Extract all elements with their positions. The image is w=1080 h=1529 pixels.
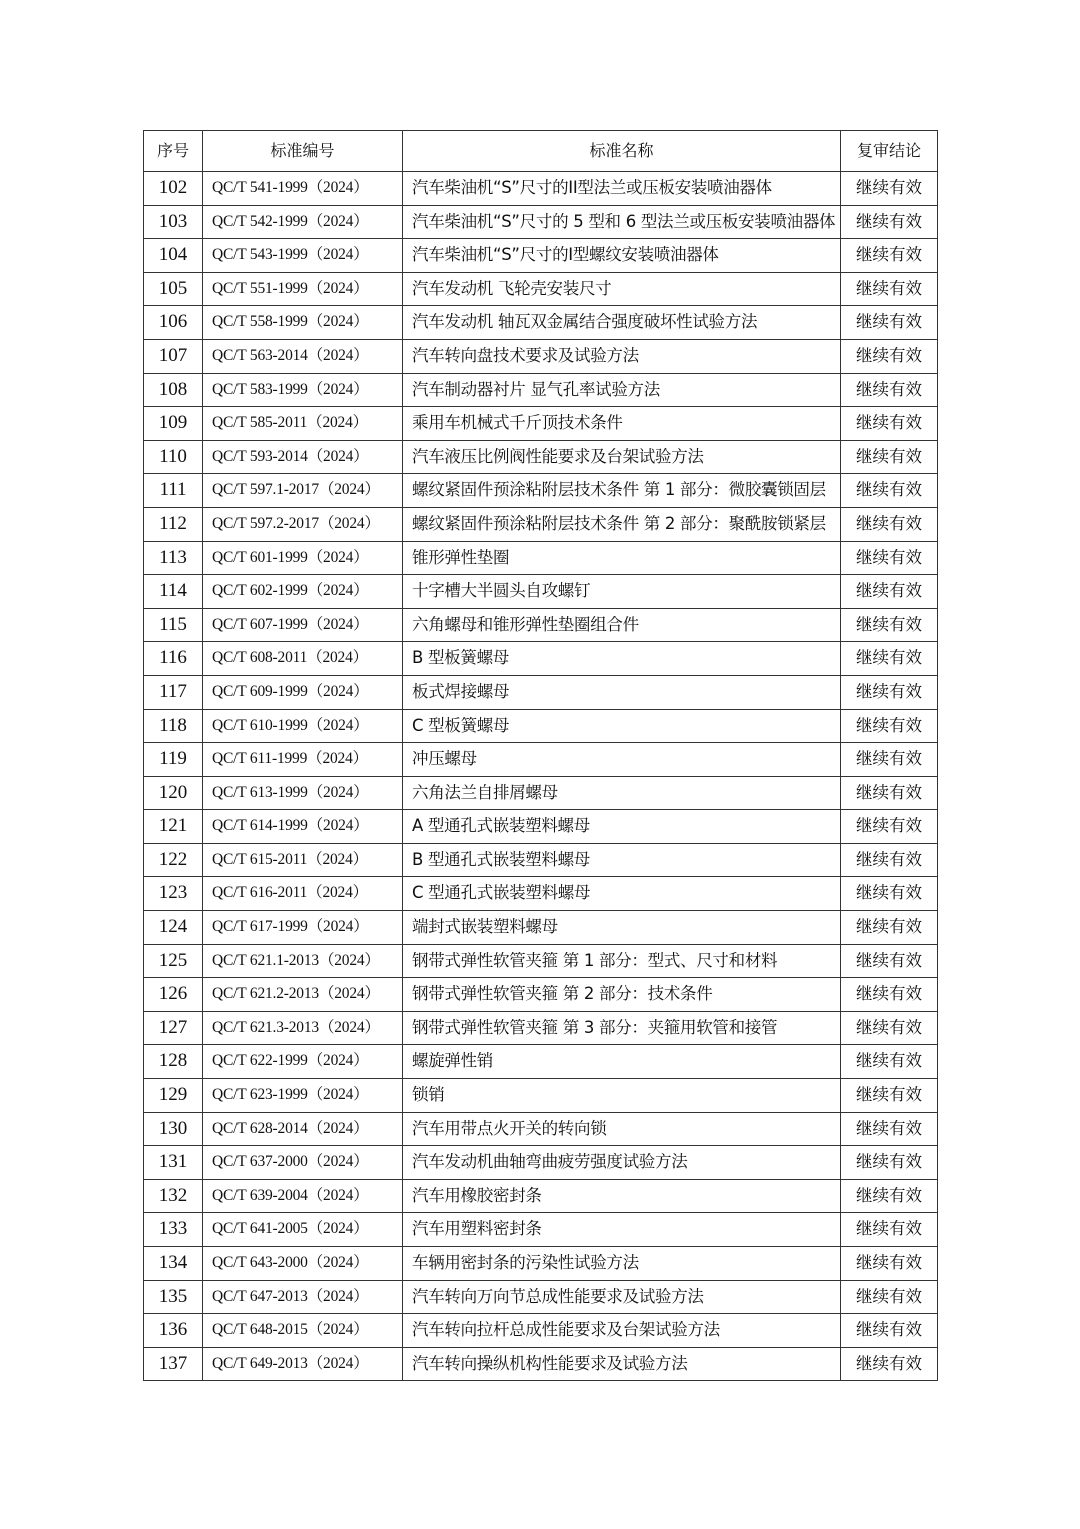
table-row [144,810,938,844]
header-serial-number: 序号 [144,131,203,172]
table-row [144,172,938,206]
standard-code-cell: QC/T 649-2013（2024） [203,1347,403,1381]
table-row [144,1179,938,1213]
serial-number-cell: 110 [144,440,203,474]
review-result-cell: 继续有效 [841,507,938,541]
serial-number-cell: 134 [144,1247,203,1281]
standard-name-cell: A 型通孔式嵌装塑料螺母 [403,810,841,844]
serial-number-cell: 130 [144,1112,203,1146]
table-row [144,1314,938,1348]
table-row [144,205,938,239]
table-row [144,608,938,642]
standard-name-cell: 钢带式弹性软管夹箍 第 2 部分：技术条件 [403,978,841,1012]
table-row [144,1112,938,1146]
serial-number-cell: 129 [144,1079,203,1113]
table-row [144,239,938,273]
standard-name-cell: B 型通孔式嵌装塑料螺母 [403,843,841,877]
table-row [144,978,938,1012]
review-result-cell: 继续有效 [841,1314,938,1348]
standard-code-cell: QC/T 647-2013（2024） [203,1280,403,1314]
table-row [144,743,938,777]
standard-code-cell: QC/T 614-1999（2024） [203,810,403,844]
review-result-cell: 继续有效 [841,541,938,575]
review-result-cell: 继续有效 [841,810,938,844]
serial-number-cell: 118 [144,709,203,743]
serial-number-cell: 121 [144,810,203,844]
review-result-cell: 继续有效 [841,1247,938,1281]
standard-name-cell: 锥形弹性垫圈 [403,541,841,575]
standard-code-cell: QC/T 583-1999（2024） [203,373,403,407]
review-result-cell: 继续有效 [841,272,938,306]
table-body [144,172,938,1381]
table-row [144,507,938,541]
standard-name-cell: 六角螺母和锥形弹性垫圈组合件 [403,608,841,642]
table-row [144,575,938,609]
serial-number-cell: 128 [144,1045,203,1079]
serial-number-cell: 106 [144,306,203,340]
standard-name-cell: 冲压螺母 [403,743,841,777]
table-row [144,1280,938,1314]
standard-code-cell: QC/T 621.2-2013（2024） [203,978,403,1012]
standard-code-cell: QC/T 609-1999（2024） [203,675,403,709]
review-result-cell: 继续有效 [841,306,938,340]
serial-number-cell: 131 [144,1146,203,1180]
standard-code-cell: QC/T 551-1999（2024） [203,272,403,306]
standard-name-cell: 汽车用塑料密封条 [403,1213,841,1247]
serial-number-cell: 133 [144,1213,203,1247]
serial-number-cell: 120 [144,776,203,810]
review-result-cell: 继续有效 [841,1213,938,1247]
table-row [144,373,938,407]
standard-name-cell: B 型板簧螺母 [403,642,841,676]
standard-name-cell: 螺纹紧固件预涂粘附层技术条件 第 2 部分：聚酰胺锁紧层 [403,507,841,541]
standard-name-cell: C 型板簧螺母 [403,709,841,743]
standard-name-cell: 汽车用带点火开关的转向锁 [403,1112,841,1146]
standard-name-cell: 汽车转向拉杆总成性能要求及台架试验方法 [403,1314,841,1348]
standard-name-cell: 汽车柴油机“S”尺寸的II型法兰或压板安装喷油器体 [403,172,841,206]
header-row [144,131,938,172]
standard-code-cell: QC/T 558-1999（2024） [203,306,403,340]
review-result-cell: 继续有效 [841,675,938,709]
review-result-cell: 继续有效 [841,1179,938,1213]
table-row [144,675,938,709]
header-standard-code: 标准编号 [203,131,403,172]
table-row [144,272,938,306]
standard-code-cell: QC/T 610-1999（2024） [203,709,403,743]
review-result-cell: 继续有效 [841,172,938,206]
serial-number-cell: 107 [144,339,203,373]
standard-name-cell: 汽车转向盘技术要求及试验方法 [403,339,841,373]
standard-name-cell: 汽车制动器衬片 显气孔率试验方法 [403,373,841,407]
serial-number-cell: 109 [144,407,203,441]
table-row [144,944,938,978]
standard-name-cell: 钢带式弹性软管夹箍 第 1 部分：型式、尺寸和材料 [403,944,841,978]
standard-name-cell: 乘用车机械式千斤顶技术条件 [403,407,841,441]
standard-code-cell: QC/T 648-2015（2024） [203,1314,403,1348]
standard-name-cell: 螺旋弹性销 [403,1045,841,1079]
standard-name-cell: 车辆用密封条的污染性试验方法 [403,1247,841,1281]
table-row [144,776,938,810]
review-result-cell: 继续有效 [841,1146,938,1180]
standards-review-table [143,130,938,1381]
standard-code-cell: QC/T 622-1999（2024） [203,1045,403,1079]
standard-code-cell: QC/T 617-1999（2024） [203,911,403,945]
standard-code-cell: QC/T 628-2014（2024） [203,1112,403,1146]
review-result-cell: 继续有效 [841,205,938,239]
serial-number-cell: 125 [144,944,203,978]
standard-name-cell: 汽车转向万向节总成性能要求及试验方法 [403,1280,841,1314]
standard-name-cell: 十字槽大半圆头自攻螺钉 [403,575,841,609]
review-result-cell: 继续有效 [841,373,938,407]
table-row [144,407,938,441]
serial-number-cell: 115 [144,608,203,642]
table-row [144,339,938,373]
standard-name-cell: 板式焊接螺母 [403,675,841,709]
serial-number-cell: 102 [144,172,203,206]
serial-number-cell: 135 [144,1280,203,1314]
table-row [144,541,938,575]
standard-code-cell: QC/T 601-1999（2024） [203,541,403,575]
standard-name-cell: 端封式嵌装塑料螺母 [403,911,841,945]
standard-code-cell: QC/T 621.3-2013（2024） [203,1011,403,1045]
review-result-cell: 继续有效 [841,1347,938,1381]
review-result-cell: 继续有效 [841,440,938,474]
standard-code-cell: QC/T 593-2014（2024） [203,440,403,474]
standard-code-cell: QC/T 543-1999（2024） [203,239,403,273]
serial-number-cell: 116 [144,642,203,676]
serial-number-cell: 112 [144,507,203,541]
review-result-cell: 继续有效 [841,1112,938,1146]
standard-code-cell: QC/T 613-1999（2024） [203,776,403,810]
review-result-cell: 继续有效 [841,339,938,373]
table-row [144,474,938,508]
serial-number-cell: 105 [144,272,203,306]
review-result-cell: 继续有效 [841,877,938,911]
table-row [144,843,938,877]
review-result-cell: 继续有效 [841,978,938,1012]
standard-code-cell: QC/T 615-2011（2024） [203,843,403,877]
table-row [144,642,938,676]
serial-number-cell: 111 [144,474,203,508]
table-row [144,306,938,340]
standard-name-cell: 汽车发动机曲轴弯曲疲劳强度试验方法 [403,1146,841,1180]
standard-name-cell: 汽车发动机 飞轮壳安装尺寸 [403,272,841,306]
standard-code-cell: QC/T 608-2011（2024） [203,642,403,676]
serial-number-cell: 126 [144,978,203,1012]
table-row [144,1045,938,1079]
standard-code-cell: QC/T 597.1-2017（2024） [203,474,403,508]
review-result-cell: 继续有效 [841,843,938,877]
table-row [144,877,938,911]
table-row [144,1347,938,1381]
header-standard-name: 标准名称 [403,131,841,172]
review-result-cell: 继续有效 [841,474,938,508]
standard-name-cell: 钢带式弹性软管夹箍 第 3 部分：夹箍用软管和接管 [403,1011,841,1045]
review-result-cell: 继续有效 [841,1280,938,1314]
standard-name-cell: 汽车转向操纵机构性能要求及试验方法 [403,1347,841,1381]
standard-code-cell: QC/T 616-2011（2024） [203,877,403,911]
review-result-cell: 继续有效 [841,709,938,743]
table-row [144,1213,938,1247]
standard-code-cell: QC/T 563-2014（2024） [203,339,403,373]
review-result-cell: 继续有效 [841,776,938,810]
standard-code-cell: QC/T 641-2005（2024） [203,1213,403,1247]
standard-name-cell: C 型通孔式嵌装塑料螺母 [403,877,841,911]
table-row [144,911,938,945]
standard-name-cell: 汽车液压比例阀性能要求及台架试验方法 [403,440,841,474]
review-result-cell: 继续有效 [841,1045,938,1079]
table-row [144,1011,938,1045]
serial-number-cell: 132 [144,1179,203,1213]
header-review-result: 复审结论 [841,131,938,172]
standard-name-cell: 锁销 [403,1079,841,1113]
standard-name-cell: 汽车用橡胶密封条 [403,1179,841,1213]
review-result-cell: 继续有效 [841,743,938,777]
table-row [144,1146,938,1180]
standard-code-cell: QC/T 541-1999（2024） [203,172,403,206]
table-row [144,440,938,474]
standard-name-cell: 汽车柴油机“S”尺寸的 5 型和 6 型法兰或压板安装喷油器体 [403,205,841,239]
standard-code-cell: QC/T 602-1999（2024） [203,575,403,609]
review-result-cell: 继续有效 [841,239,938,273]
table-row [144,1079,938,1113]
serial-number-cell: 137 [144,1347,203,1381]
standard-name-cell: 六角法兰自排屑螺母 [403,776,841,810]
serial-number-cell: 104 [144,239,203,273]
standard-code-cell: QC/T 621.1-2013（2024） [203,944,403,978]
standard-code-cell: QC/T 611-1999（2024） [203,743,403,777]
serial-number-cell: 119 [144,743,203,777]
serial-number-cell: 136 [144,1314,203,1348]
standard-code-cell: QC/T 623-1999（2024） [203,1079,403,1113]
standard-name-cell: 螺纹紧固件预涂粘附层技术条件 第 1 部分：微胶囊锁固层 [403,474,841,508]
serial-number-cell: 103 [144,205,203,239]
standard-code-cell: QC/T 597.2-2017（2024） [203,507,403,541]
review-result-cell: 继续有效 [841,1011,938,1045]
serial-number-cell: 114 [144,575,203,609]
serial-number-cell: 108 [144,373,203,407]
review-result-cell: 继续有效 [841,575,938,609]
standard-code-cell: QC/T 639-2004（2024） [203,1179,403,1213]
standard-code-cell: QC/T 542-1999（2024） [203,205,403,239]
serial-number-cell: 122 [144,843,203,877]
table-row [144,709,938,743]
serial-number-cell: 117 [144,675,203,709]
serial-number-cell: 123 [144,877,203,911]
serial-number-cell: 127 [144,1011,203,1045]
standard-name-cell: 汽车发动机 轴瓦双金属结合强度破坏性试验方法 [403,306,841,340]
serial-number-cell: 113 [144,541,203,575]
standard-code-cell: QC/T 643-2000（2024） [203,1247,403,1281]
standard-code-cell: QC/T 607-1999（2024） [203,608,403,642]
review-result-cell: 继续有效 [841,608,938,642]
review-result-cell: 继续有效 [841,407,938,441]
review-result-cell: 继续有效 [841,1079,938,1113]
review-result-cell: 继续有效 [841,911,938,945]
table-header [144,131,938,172]
review-result-cell: 继续有效 [841,944,938,978]
review-result-cell: 继续有效 [841,642,938,676]
standard-code-cell: QC/T 637-2000（2024） [203,1146,403,1180]
standard-name-cell: 汽车柴油机“S”尺寸的I型螺纹安装喷油器体 [403,239,841,273]
standard-code-cell: QC/T 585-2011（2024） [203,407,403,441]
serial-number-cell: 124 [144,911,203,945]
table-row [144,1247,938,1281]
